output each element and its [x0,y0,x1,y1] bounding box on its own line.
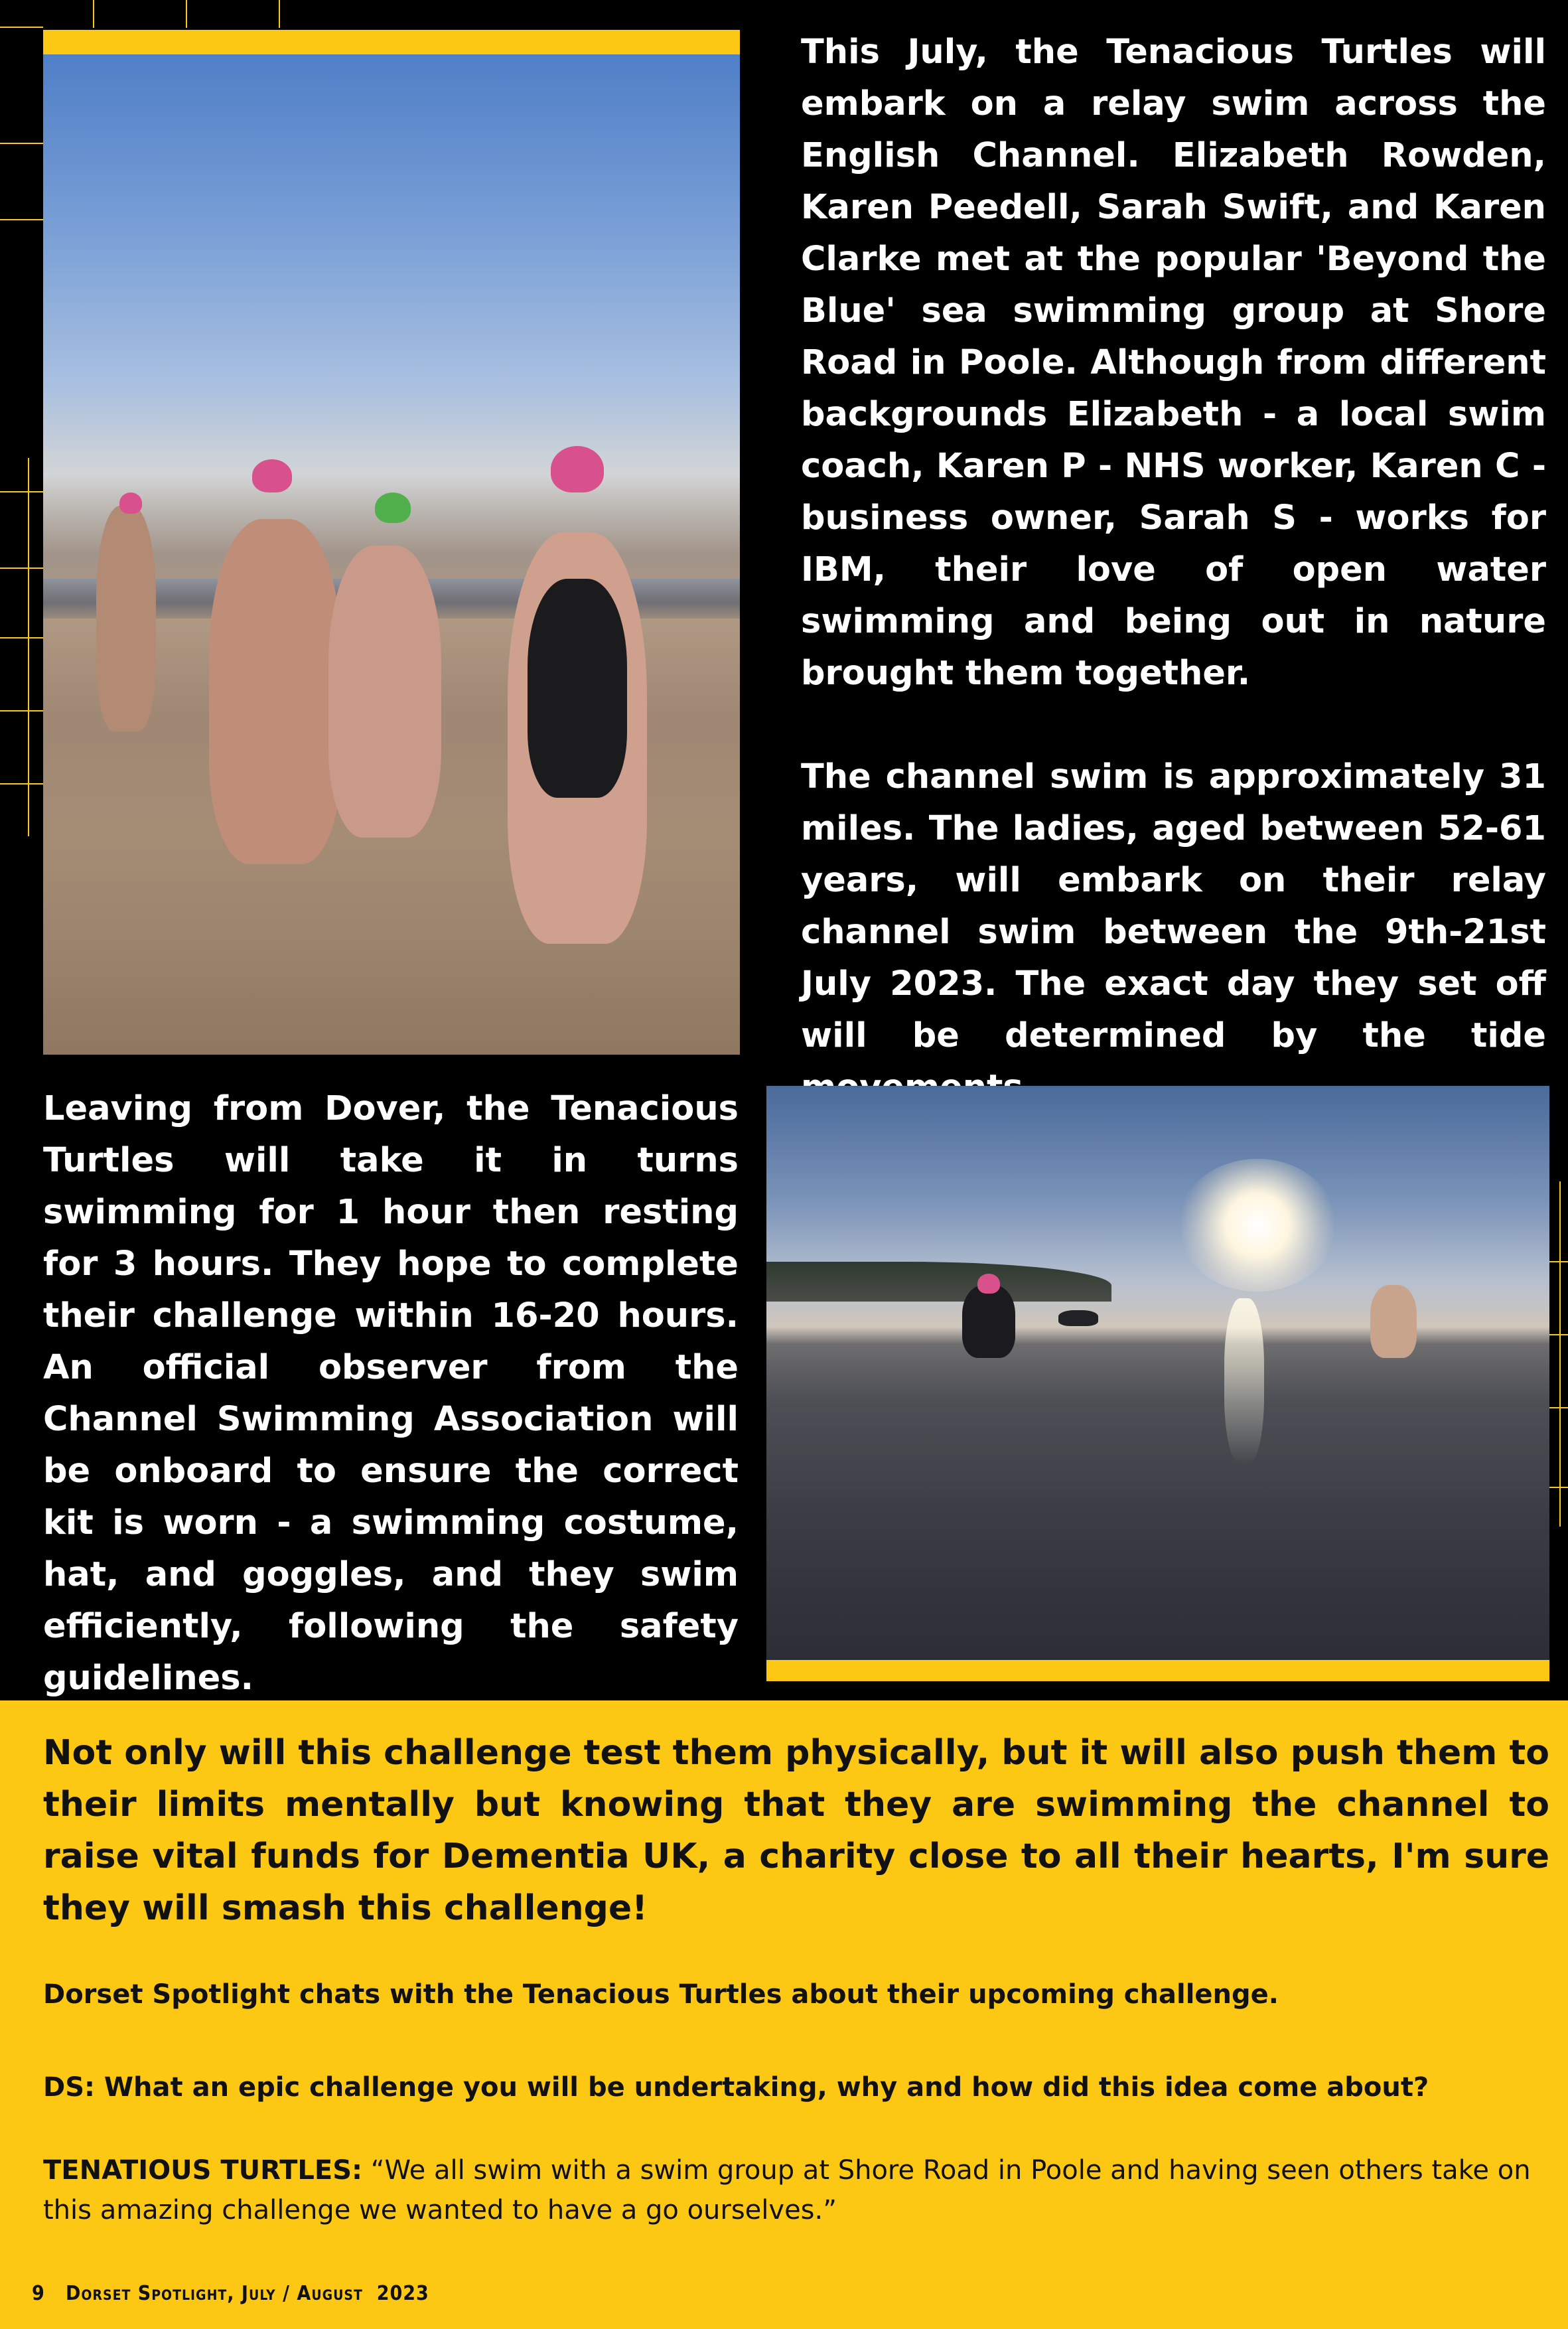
photo-accent-bar [766,1660,1549,1681]
paragraph-spacer [801,700,1546,751]
swimmer-figure [1370,1285,1417,1358]
swim-cap [119,492,142,514]
decor-line [0,637,43,639]
swimmer-figure [962,1285,1015,1358]
shoreline [766,1262,1111,1302]
lead-statement: Not only will this challenge test them physically, but it will also push them to their limits mentally but knowing that they are swimming the channel to raise vital funds for Dementia UK, a charity close to all their hearts, I'm sure they will smash this challenge! [43,1733,1549,1928]
decor-line [186,0,187,28]
decor-line [0,491,43,492]
decor-line [0,783,43,785]
decor-line [1549,1261,1568,1262]
article-column-top-right [801,27,1546,1114]
swim-cap [252,459,292,492]
swim-cap [375,492,411,523]
decor-line [28,458,29,836]
swimmer-figure [328,546,441,838]
article-paragraph-3: Leaving from Dover, the Tenacious Turtles will take it in turns swimming for 1 hour then resting for 3 hours. They hope to complete their challenge within 16-20 hours. An official observer from the Channel Swimming Association will be onboard to ensure the correct kit is worn - a swimming costume, hat, and goggles, and they swim efficiently, following the safety guidelines. [43,1089,739,1698]
interview-answer [43,2150,1549,2230]
answer-speaker: TENATIOUS TURTLES: [43,2155,362,2186]
decor-line [0,710,43,712]
sunset-sea-photo [766,1086,1549,1660]
article-column-middle-left [43,1083,739,1704]
interview-intro: Dorset Spotlight chats with the Tenacious Turtles about their upcoming challenge. [43,1979,1279,2010]
photo-accent-bar [43,30,740,54]
decor-line [279,0,280,28]
decor-line [0,219,43,220]
decor-line [1549,1407,1568,1408]
decor-line [1549,1334,1568,1335]
decor-line [0,27,43,28]
decor-line [0,143,43,144]
publication-name: Dorset Spotlight, July / August 2023 [65,2282,429,2305]
decor-line [93,0,94,28]
page-footer [32,2282,429,2305]
beach-swimmers-photo [43,54,740,1055]
decor-line [1549,1487,1568,1488]
swim-cap [551,446,604,492]
decor-line [0,567,43,569]
sun [1178,1159,1337,1292]
article-paragraph-2: The channel swim is approximately 31 miles. The ladies, aged between 52-61 years, will embark on their relay channel swim between the 9th-21st July 2023. The exact day they set off will be determined by the tide [801,757,1546,1055]
swimmer-figure [96,506,156,731]
interview-question: DS: What an epic challenge you will be undertaking, why and how did this idea come about? [43,2072,1429,2103]
swimmer-figure [209,519,342,864]
swimsuit [528,579,627,798]
article-paragraph-1: This July, the Tenacious Turtles will embark on a relay swim across the English Channel. Elizabeth Rowden, Karen Peedell, Sarah Swift, and Karen Clarke met at the popular 'Beyond the Blue' sea swimming group at Shore Road in Poole. Although from different backgrounds Elizabeth - a local swim coach, Karen P - NHS worker, Karen C - business owner, Sarah S - works for IBM, their love of open water swimming and being out in nature brought them together. [801,33,1546,693]
decor-line [1559,1181,1561,1527]
swimmer-figure [1058,1310,1098,1326]
answer-text: “We all swim with a swim group at Shore Road in Poole and having seen others take on this amazing challenge we wanted to have a go ourselves.” [43,2155,1531,2225]
sun-reflection [1224,1298,1264,1464]
page-number: 9 [32,2282,45,2305]
swim-cap [977,1274,1000,1294]
